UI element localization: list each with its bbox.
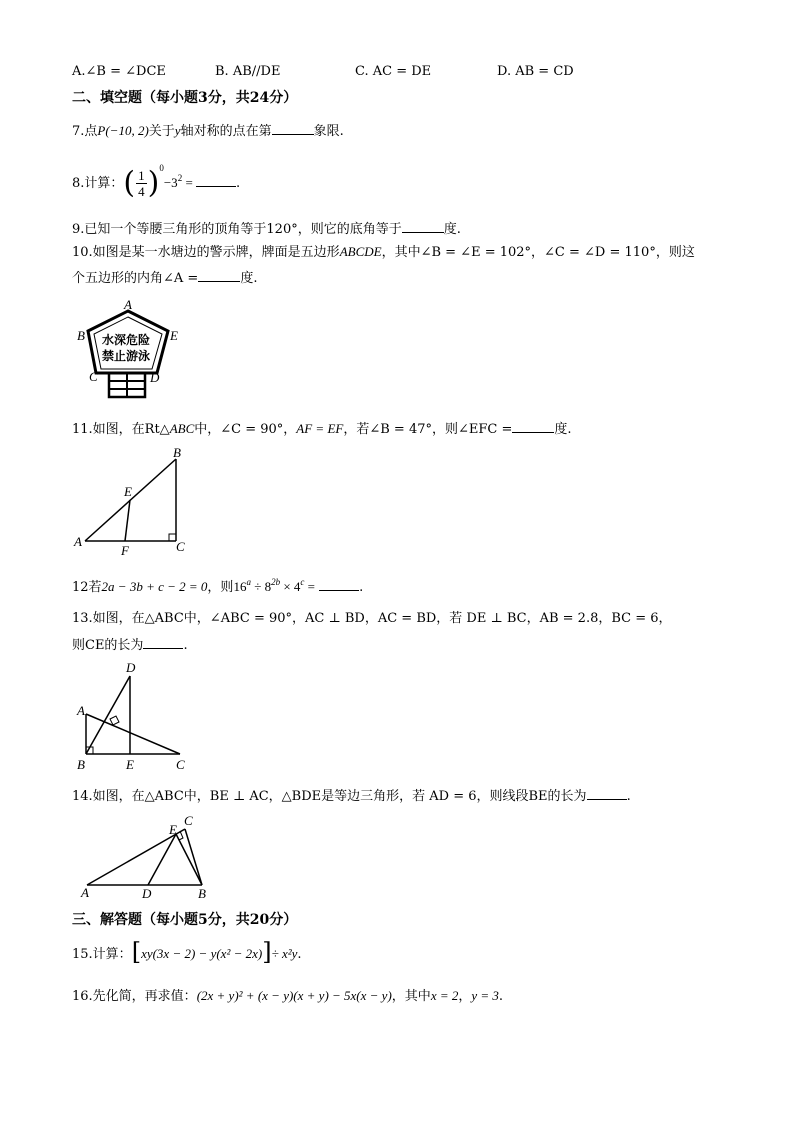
q15-pre: 15.计算：	[72, 947, 132, 962]
answer-blank	[143, 635, 183, 649]
vertex-label-d: D	[150, 370, 160, 385]
q14-text: 14.如图，在△ABC中，BE ⊥ AC，△BDE是等边三角形，若 AD = 6，则线段BE的长为	[72, 789, 587, 804]
question-10-line-2	[72, 268, 257, 288]
figure-10-pentagon-sign	[72, 298, 192, 400]
q10-end: 度.	[240, 271, 258, 286]
q13-line2: 则CE的长为	[72, 638, 144, 653]
answer-blank	[512, 419, 554, 433]
q13-line1: 13.如图，在△ABC中，∠ABC = 90°，AC ⊥ BD，AC = BD，若 DE ⊥ BC，AB = 2.8，BC = 6，	[72, 611, 672, 626]
exponent-a: a	[246, 577, 251, 587]
q16-y-value: y = 3	[471, 988, 499, 1003]
q12-equation: 2a − 3b + c − 2 = 0	[101, 579, 208, 594]
exponent-c: c	[300, 577, 305, 587]
q16-x-value: x = 2	[430, 988, 459, 1003]
vertex-label-b: B	[198, 886, 206, 901]
q15-end: .	[297, 947, 302, 962]
segment-ef	[125, 500, 130, 541]
option-d: D. AB = CD	[497, 64, 574, 79]
question-10-line-1	[72, 243, 695, 262]
vertex-label-c: C	[176, 539, 185, 554]
sign-text-line-1: 水深危险	[102, 333, 151, 347]
q16-sep: ，	[458, 989, 472, 1004]
q7-axis: y	[174, 123, 181, 138]
right-bracket: ]	[262, 938, 272, 966]
q10-line2: 个五边形的内角∠A =	[72, 271, 199, 286]
q12-divide-8: ÷ 8	[250, 579, 272, 594]
segment-ac	[86, 714, 180, 754]
fraction-denominator: 4	[138, 184, 145, 199]
q10-line1: 10.如图是某一水塘边的警示牌，牌面是五边形	[72, 245, 340, 260]
segment-ab	[85, 459, 176, 541]
answer-blank	[587, 786, 627, 800]
q10-line1b: ，其中∠B = ∠E = 102°，∠C = ∠D = 110°，则这	[381, 245, 695, 260]
figure-11-right-triangle	[72, 445, 202, 560]
segment-bd	[86, 676, 130, 754]
q8-equals: =	[182, 175, 197, 190]
vertex-label-a: A	[74, 534, 82, 549]
q16-pre: 16.先化简，再求值：	[72, 989, 197, 1004]
q11-mid2: ，若∠B = 47°，则∠EFC =	[343, 422, 513, 437]
q8-minus: −3	[163, 175, 178, 190]
q12-equals: =	[304, 579, 316, 594]
q12-mid: ，则	[207, 580, 234, 595]
section-3-title: 三、解答题（每小题5分，共20分）	[72, 912, 298, 928]
q9-end: 度.	[443, 222, 461, 237]
left-bracket: [	[131, 938, 142, 966]
q7-mid: 关于	[148, 124, 175, 139]
vertex-label-b: B	[77, 757, 85, 772]
fraction	[136, 168, 147, 199]
vertex-label-c: C	[184, 813, 193, 828]
question-15	[72, 938, 302, 966]
right-angle-mark-intersection	[110, 716, 119, 725]
vertex-label-e: E	[169, 822, 177, 837]
q14-end: .	[626, 789, 631, 804]
fraction-numerator: 1	[138, 168, 145, 183]
section-2-title: 二、填空题（每小题3分，共24分）	[72, 90, 298, 106]
answer-blank	[198, 268, 240, 282]
vertex-label-c: C	[89, 369, 98, 384]
vertex-label-a: A	[81, 885, 89, 900]
vertex-label-e: E	[124, 484, 132, 499]
q15-expression: xy(3x − 2) − y(x² − 2x)	[141, 946, 263, 961]
right-paren: )	[147, 165, 160, 201]
q12-times-4: × 4	[280, 579, 301, 594]
q7-post: 轴对称的点在第	[180, 124, 272, 139]
vertex-label-a: A	[77, 703, 85, 718]
figure-13-triangles	[72, 658, 202, 778]
right-angle-mark	[169, 534, 176, 541]
answer-blank	[319, 577, 359, 591]
question-13-line-1	[72, 610, 672, 628]
vertex-label-d: D	[142, 886, 152, 901]
vertex-label-c: C	[176, 757, 185, 772]
q12-end: .	[359, 580, 364, 595]
question-9	[72, 219, 461, 239]
question-16	[72, 987, 503, 1006]
q16-mid: ，其中	[391, 989, 431, 1004]
question-8	[72, 163, 240, 204]
q7-end: 象限.	[313, 124, 344, 139]
answer-blank	[402, 219, 444, 233]
vertex-label-b: B	[77, 328, 85, 343]
vertex-label-f: F	[121, 543, 129, 558]
q15-divisor: ÷ x²y	[271, 946, 298, 961]
option-c: C. AC = DE	[355, 64, 432, 79]
q11-condition: AF = EF	[296, 421, 344, 436]
q12-base-16: 16	[233, 579, 247, 594]
q11-mid: 中，∠C = 90°，	[194, 422, 297, 437]
question-11	[72, 419, 572, 439]
question-14	[72, 786, 631, 806]
q7-pre: 7.点	[72, 124, 98, 139]
question-12	[72, 577, 363, 597]
answer-blank	[196, 173, 236, 187]
answer-blank	[272, 121, 314, 135]
q11-end: 度.	[554, 422, 572, 437]
option-b: B. AB//DE	[215, 64, 281, 79]
q7-point: P(−10, 2)	[97, 123, 149, 138]
sign-text-line-2: 禁止游泳	[102, 349, 151, 363]
vertex-label-e: E	[170, 328, 178, 343]
q10-shape: ABCDE	[339, 244, 382, 259]
q13-end: .	[183, 638, 188, 653]
question-7	[72, 121, 344, 141]
question-13-line-2	[72, 635, 188, 655]
segment-ac	[87, 829, 185, 885]
q12-pre: 12若	[72, 580, 102, 595]
vertex-label-b: B	[173, 445, 181, 460]
exponent-zero: 0	[159, 163, 164, 173]
exponent-two: 2	[177, 173, 183, 183]
left-paren: (	[123, 165, 136, 201]
vertex-label-d: D	[126, 660, 136, 675]
q9-text: 9.已知一个等腰三角形的顶角等于120°，则它的底角等于	[72, 222, 402, 237]
q16-expression: (2x + y)² + (x − y)(x + y) − 5x(x − y)	[196, 988, 392, 1003]
q11-triangle: ABC	[169, 421, 195, 436]
figure-14-triangle	[72, 812, 222, 902]
vertex-label-e: E	[126, 757, 134, 772]
exponent-2b: 2b	[271, 577, 281, 587]
q16-end: .	[498, 989, 504, 1004]
q11-pre: 11.如图，在Rt△	[72, 422, 170, 437]
option-a: A.∠B = ∠DCE	[72, 64, 166, 79]
q8-end: .	[236, 176, 241, 191]
q8-pre: 8.计算：	[72, 176, 124, 191]
vertex-label-a: A	[124, 298, 132, 312]
